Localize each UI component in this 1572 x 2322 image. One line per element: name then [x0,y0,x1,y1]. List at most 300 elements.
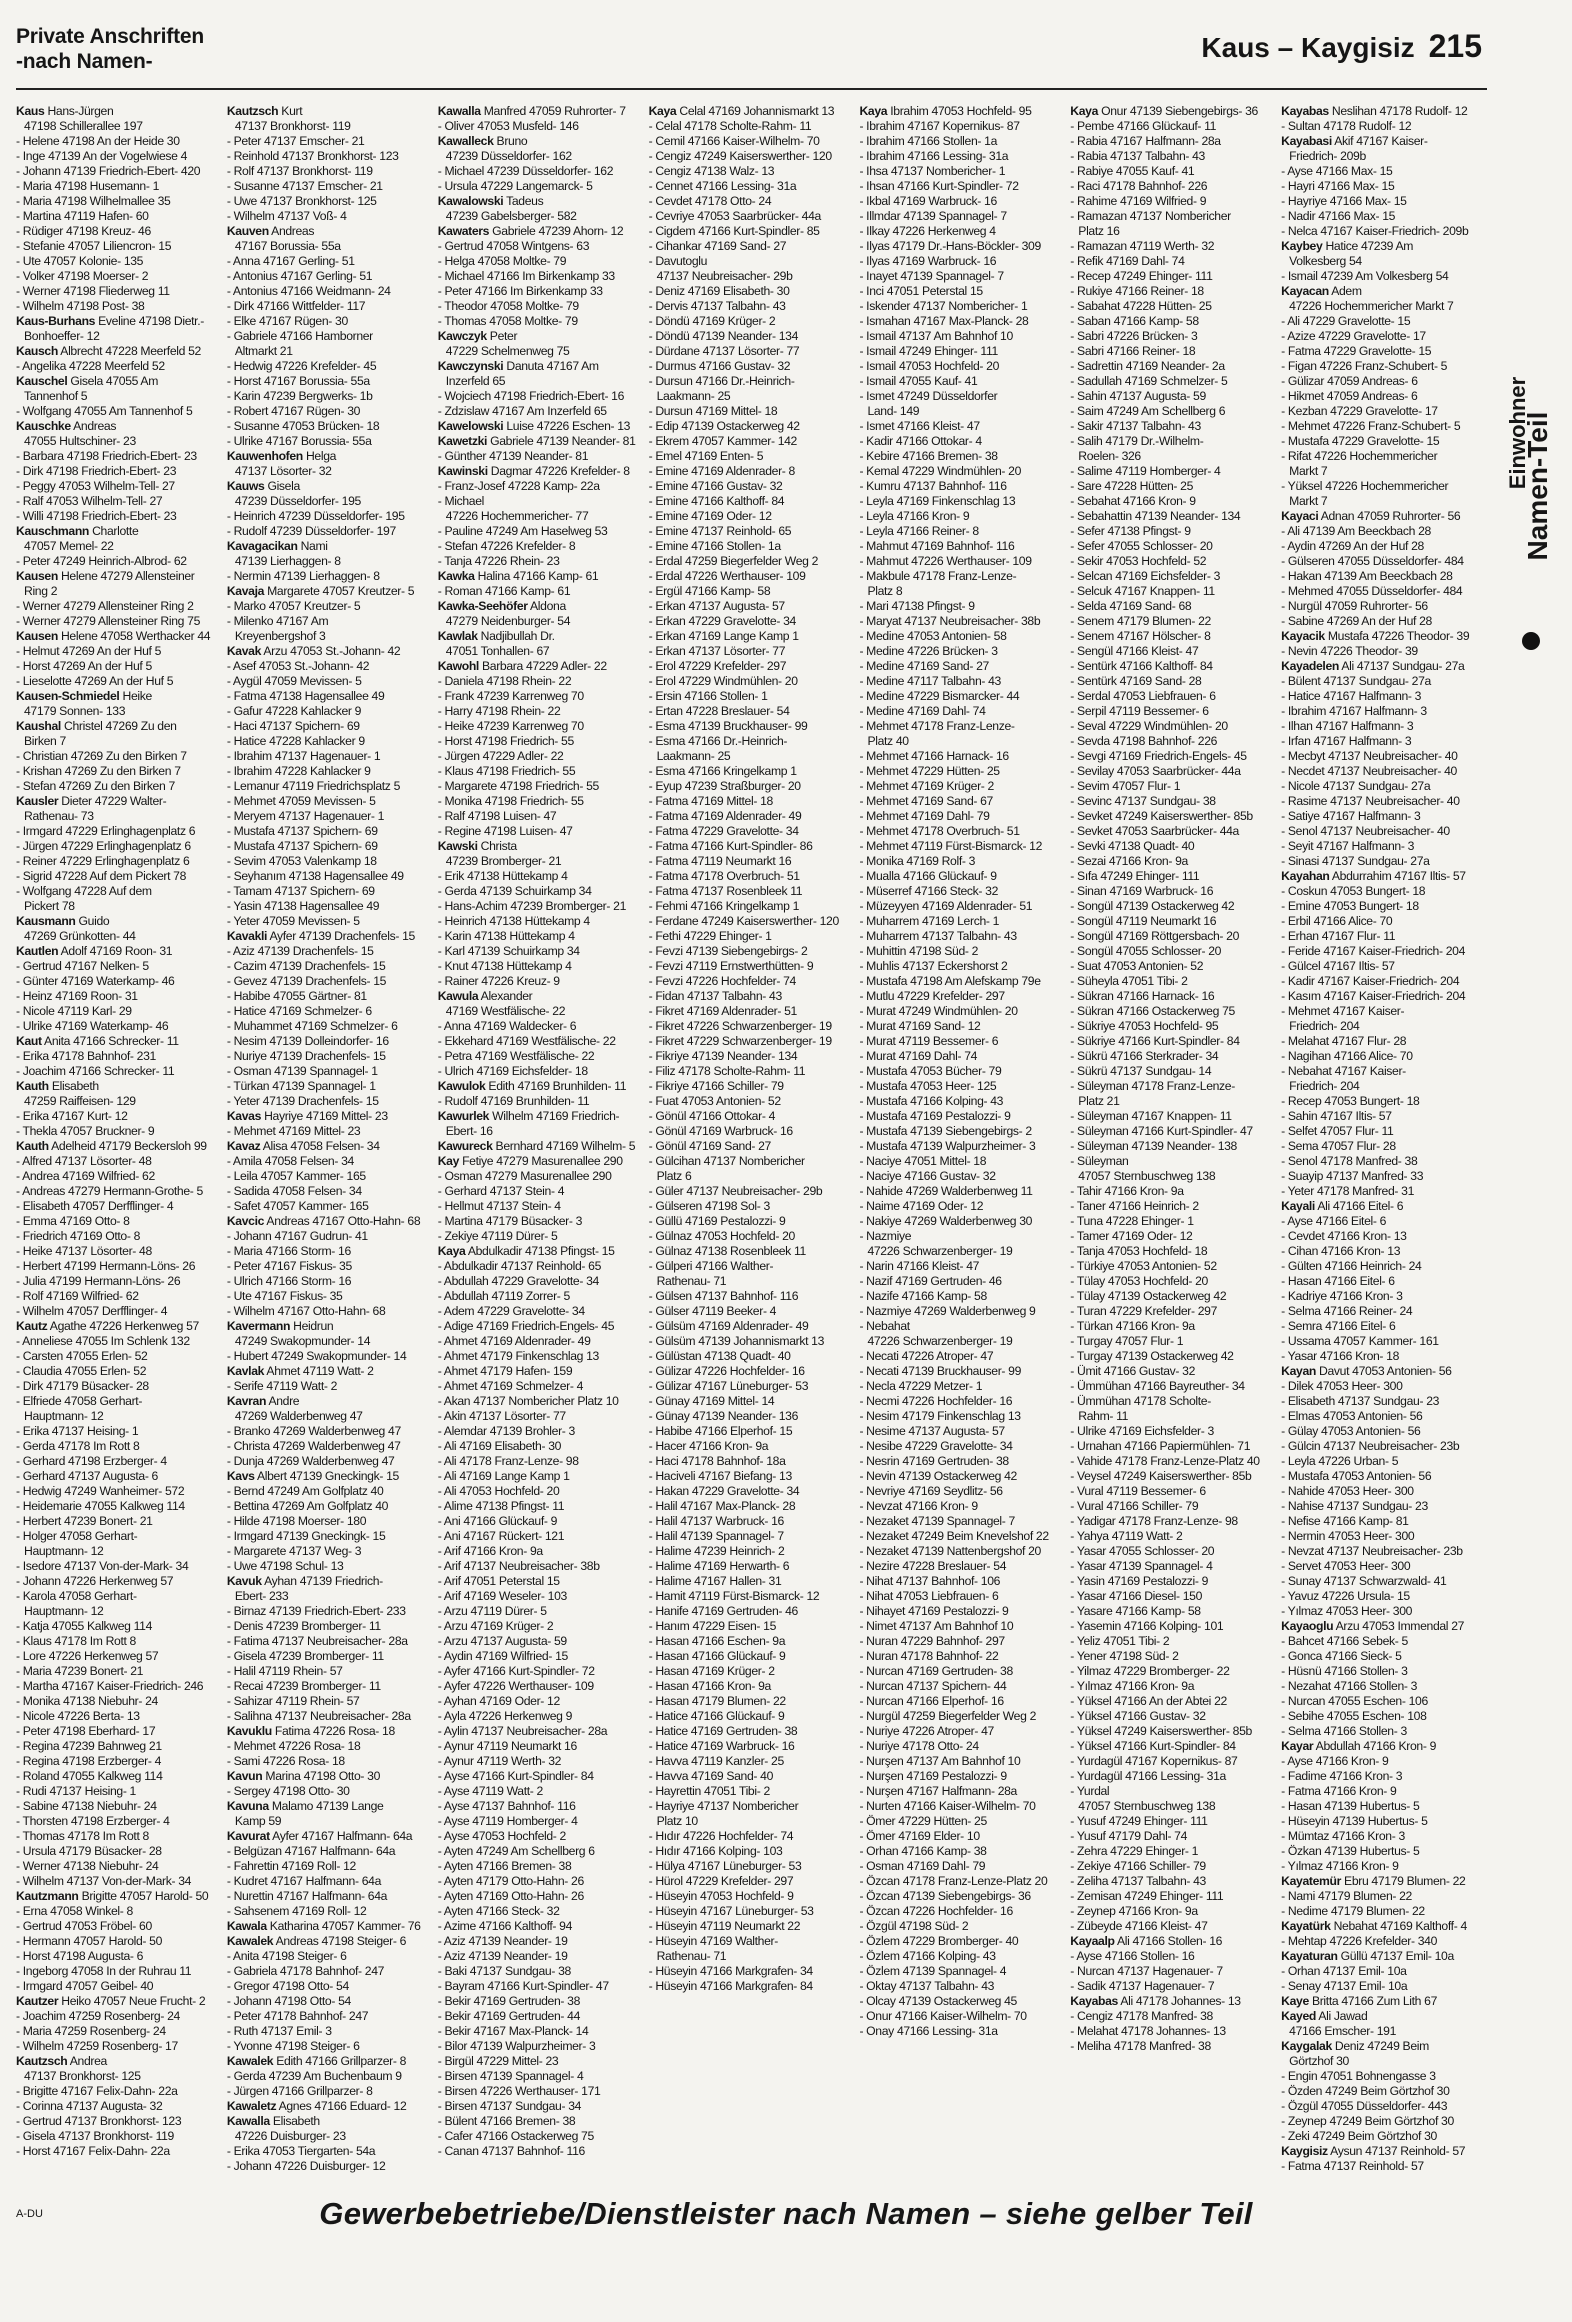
listing-entry: - Mehmet 47059 Mevissen- 5 [226,794,376,808]
listing-entry: - Ahmet 47179 Finkenschlag 13 [437,1349,599,1363]
listing-entry-surname: Kayar Abdullah 47166 Kron- 9 [1281,1739,1437,1753]
listing-entry: - Gönül 47169 Sand- 27 [648,1139,771,1153]
listing-entry: - Fikriye 47166 Schiller- 79 [648,1079,784,1093]
listing-entry: - Fatma 47138 Hagensallee 49 [226,689,385,703]
listing-entry: - Vahide 47178 Franz-Lenze-Platz 40 [1070,1454,1260,1468]
listing-entry: - Raci 47178 Bahnhof- 226 [1070,179,1208,193]
listing-entry: - Mehmet 47178 Overbruch- 51 [859,824,1020,838]
listing-entry: - Anneliese 47055 Im Schlenk 132 [16,1334,190,1348]
listing-entry: - Mustafa 47229 Gravelotte- 15 [1281,434,1440,448]
listing-entry: - Sadrettin 47169 Neander- 2a [1070,359,1225,373]
listing-entry-surname: Kaya Ibrahim 47053 Hochfeld- 95 [859,104,1032,118]
surname: Kavran [226,1394,267,1408]
listing-entry: - Isedore 47137 Von-der-Mark- 34 [16,1559,189,1573]
listing-entry: - Orhan 47137 Emil- 10a [1281,1964,1407,1978]
listing-entry: - Stefan 47269 Zu den Birken 7 [16,779,175,793]
listing-entry: - Ayfer 47166 Kurt-Spindler- 72 [437,1664,595,1678]
listing-entry: - Nihat 47053 Liebfrauen- 6 [859,1589,999,1603]
listing-entry: - Ingeborg 47058 In der Ruhrau 11 [16,1964,192,1978]
listing-entry: - Michael 47166 Im Birkenkamp 33 [437,269,615,283]
listing-entry: - Habibe 47055 Gärtner- 81 [226,989,367,1003]
listing-entry: - Corinna 47137 Augusta- 32 [16,2099,163,2113]
side-tab [1498,240,1558,660]
listing-entry: - Hürol 47229 Krefelder- 297 [648,1874,794,1888]
listing-entry: - Baki 47137 Sundgau- 38 [437,1964,571,1978]
listing-entry: - Ursula 47179 Büsacker- 28 [16,1844,162,1858]
listing-entry: - Yüksel 47166 An der Abtei 22 [1070,1694,1227,1708]
listing-entry: Platz 40 [867,734,909,748]
listing-entry: - Habibe 47166 Elperhof- 15 [648,1424,793,1438]
listing-entry: 47226 Schwarzenberger- 19 [867,1334,1013,1348]
listing-entry: - Ihsan 47166 Kurt-Spindler- 72 [859,179,1019,193]
listing-entry: - Ömer 47229 Hütten- 25 [859,1814,987,1828]
listing-entry-surname: Kawala Katharina 47057 Kammer- 76 [226,1919,421,1933]
listing-entry: - Ulrike 47169 Waterkamp- 46 [16,1019,169,1033]
listing-entry: - Arif 47166 Kron- 9a [437,1544,543,1558]
listing-entry: - Ferdane 47249 Kaiserswerther- 120 [648,914,839,928]
listing-entry: - Ute 47167 Fiskus- 35 [226,1289,343,1303]
listing-entry-surname: Kawureck Bernhard 47169 Wilhelm- 5 [437,1139,636,1153]
listing-entry: - Gregor 47198 Otto- 54 [226,1979,349,1993]
listing-entry: - Nezire 47228 Breslauer- 54 [859,1559,1007,1573]
listing-entry: - Fethi 47229 Ehinger- 1 [648,929,772,943]
listing-entry: - Elisabeth 47057 Derfflinger- 4 [16,1199,174,1213]
listing-entry: - Abdullah 47229 Gravelotte- 34 [437,1274,599,1288]
listing-entry: 47167 Borussia- 55a [234,239,341,253]
surname: Kaygisiz [1281,2144,1328,2158]
listing-entry: - Yılmaz 47166 Kron- 9a [1070,1679,1195,1693]
listing-entry: - Dirk 47179 Büsacker- 28 [16,1379,149,1393]
surname: Kautlen [16,944,59,958]
listing-entry: - Necla 47229 Metzer- 1 [859,1379,983,1393]
listing-entry: - Adige 47169 Friedrich-Engels- 45 [437,1319,615,1333]
surname: Kawurlek [437,1109,490,1123]
listing-entry: - Fatma 47229 Gravelotte- 15 [1281,344,1432,358]
listing-entry: - Kezban 47229 Gravelotte- 17 [1281,404,1438,418]
listing-entry: - Stefanie 47057 Liliencron- 15 [16,239,172,253]
listing-entry-surname: Kaus-Burhans Eveline 47198 Dietr.- [16,314,204,328]
listing-entry-surname: Kayed Ali Jawad [1281,2009,1368,2023]
listing-entry: - Gerda 47239 Am Buchenbaum 9 [226,2069,402,2083]
listing-entry: - Monika 47198 Friedrich- 55 [437,794,584,808]
listing-entry: - Naciye 47051 Mittel- 18 [859,1154,987,1168]
surname: Kavcic [226,1214,265,1228]
listing-entry: - Regina 47239 Bahnweg 21 [16,1739,162,1753]
listing-entry: - Inci 47051 Peterstal 15 [859,284,983,298]
listing-entry: - Mehmet 47169 Krüger- 2 [859,779,994,793]
listing-entry: - Sigrid 47228 Auf dem Pickert 78 [16,869,187,883]
listing-entry: - Sevki 47138 Quadt- 40 [1070,839,1195,853]
listing-entry: - Fatma 47229 Gravelotte- 34 [648,824,799,838]
listing-entry: 47166 Emscher- 191 [1289,2024,1396,2038]
listing-entry: - Uwe 47198 Schul- 13 [226,1559,344,1573]
listing-entry: - Sevinc 47137 Sundgau- 38 [1070,794,1216,808]
listing-entry: 47198 Schillerallee 197 [24,119,143,133]
listing-entry: - Helga 47058 Moltke- 79 [437,254,567,268]
listing-entry: - Bülent 47137 Sundgau- 27a [1281,674,1431,688]
listing-entry: - Hıdır 47166 Kolping- 103 [648,1844,783,1858]
listing-entry-surname: Kawczynski Danuta 47167 Am [437,359,599,373]
listing-entry: - Karl 47139 Schuirkamp 34 [437,944,580,958]
listing-entry: - Rabia 47137 Talbahn- 43 [1070,149,1205,163]
listing-entry: - Martina 47119 Hafen- 60 [16,209,149,223]
listing-entry: - Ulrich 47169 Eichsfelder- 18 [437,1064,588,1078]
listing-entry: - Cengiz 47138 Walz- 13 [648,164,775,178]
listing-entry: - Hayriye 47137 Nombericher [648,1799,799,1813]
surname: Kawczynski [437,359,504,373]
listing-entry: - Vural 47166 Schiller- 79 [1070,1499,1199,1513]
listing-entry: - Zeynep 47166 Kron- 9a [1070,1904,1198,1918]
listing-entry: 47259 Raiffeisen- 129 [24,1094,136,1108]
listing-entry: - Rolf 47137 Bronkhorst- 119 [226,164,373,178]
listing-entry: - Hüseyin 47169 Walther- [648,1934,778,1948]
listing-entry: - Susanne 47137 Emscher- 21 [226,179,383,193]
surname: Kaya [648,104,677,118]
listing-entry: - Günay 47169 Mittel- 14 [648,1394,775,1408]
listing-entry: - Peter 47198 Eberhard- 17 [16,1724,156,1738]
listing-entry: - Aynur 47119 Neumarkt 16 [437,1739,577,1753]
listing-entry: - Özlem 47229 Bromberger- 40 [859,1934,1019,1948]
listing-entry: - Abdullah 47119 Zorrer- 5 [437,1289,570,1303]
listing-entry: - Yasar 47166 Kron- 18 [1281,1349,1400,1363]
listing-entry: - Klaus 47198 Friedrich- 55 [437,764,576,778]
listing-entry: - Hedwig 47249 Wanheimer- 572 [16,1484,185,1498]
listing-entry: - Hasan 47166 Kron- 9a [648,1679,771,1693]
listing-entry: - Anita 47198 Steiger- 6 [226,1949,347,1963]
listing-entry: - Hacer 47166 Kron- 9a [648,1439,769,1453]
listing-entry: - Bahcet 47166 Sebek- 5 [1281,1634,1408,1648]
listing-entry-surname: Kautzsch Andrea [16,2054,107,2068]
listing-entry: - Aynur 47119 Werth- 32 [437,1754,562,1768]
listing-entry: - Recai 47239 Bromberger- 11 [226,1679,381,1693]
listing-entry: - Eyup 47239 Straßburger- 20 [648,779,801,793]
listing-entry: - Aziz 47139 Neander- 19 [437,1949,568,1963]
listing-entry: - Ani 47166 Glückauf- 9 [437,1514,558,1528]
listing-entry: - Sinasi 47137 Sundgau- 27a [1281,854,1430,868]
listing-entry: - Nurşen 47169 Pestalozzi- 9 [859,1769,1007,1783]
listing-entry: - Horst 47167 Borussia- 55a [226,374,370,388]
listing-entry: - Serdal 47053 Liebfrauen- 6 [1070,689,1216,703]
listing-entry: 47057 Memel- 22 [24,539,114,553]
listing-entry: - Deniz 47169 Elisabeth- 30 [648,284,790,298]
surname: Kausen [16,569,58,583]
listing-entry: - Orhan 47166 Kamp- 38 [859,1844,987,1858]
listing-entry: - Medine 47229 Bismarcker- 44 [859,689,1020,703]
listing-entry: - Nurten 47166 Kaiser-Wilhelm- 70 [859,1799,1036,1813]
listing-entry: - Ramazan 47119 Werth- 32 [1070,239,1215,253]
page-number: 215 [1428,28,1482,64]
listing-entry: - Süleyman 47166 Kurt-Spindler- 47 [1070,1124,1253,1138]
listing-entry: - Gertrud 47137 Bronkhorst- 123 [16,2114,182,2128]
listing-entry: - Irmgard 47057 Geibel- 40 [16,1979,154,1993]
listing-entry-surname: Kayaci Adnan 47059 Ruhrorter- 56 [1281,509,1461,523]
surname: Kavak [226,644,262,658]
listing-entry: - Nurgül 47259 Biegerfelder Weg 2 [859,1709,1037,1723]
listing-entry: - Sahizar 47119 Rhein- 57 [226,1694,360,1708]
listing-entry: - Nicole 47119 Karl- 29 [16,1004,132,1018]
surname: Kayaturan [1281,1949,1338,1963]
listing-entry: - Inayet 47139 Spannagel- 7 [859,269,1004,283]
listing-entry: - Birsen 47137 Sundgau- 34 [437,2099,582,2113]
listing-entry: - Sükran 47166 Harnack- 16 [1070,989,1215,1003]
listing-entry: - Günter 47169 Waterkamp- 46 [16,974,175,988]
listing-entry: - Durmus 47166 Gustav- 32 [648,359,791,373]
listing-entry: - Günay 47139 Neander- 136 [648,1409,799,1423]
listing-entry: - Nermin 47053 Heer- 300 [1281,1529,1415,1543]
listing-entry: - Ismahan 47167 Max-Planck- 28 [859,314,1029,328]
listing-entry: - Denis 47239 Bromberger- 11 [226,1619,381,1633]
listing-entry-surname: Kayacik Mustafa 47226 Theodor- 39 [1281,629,1470,643]
listing-entry: - Milenko 47167 Am [226,614,329,628]
listing-entry: - Aziz 47139 Neander- 19 [437,1934,568,1948]
listing-entry: - Hamit 47119 Fürst-Bismarck- 12 [648,1589,820,1603]
listing-entry: - Gabriele 47166 Hamborner [226,329,373,343]
listing-entry: - Yasar 47139 Spannagel- 4 [1070,1559,1213,1573]
listing-entry: - Ismet 47166 Kleist- 47 [859,419,980,433]
surname: Kauws [226,479,265,493]
listing-entry: - Brigitte 47167 Felix-Dahn- 22a [16,2084,178,2098]
listing-entry: - Gülseren 47198 Sol- 3 [648,1199,770,1213]
listing-entry: - Gülperi 47166 Walther- [648,1259,774,1273]
listing-entry: 47226 Hochemmericher- 77 [445,509,589,523]
surname: Kayabas [1281,104,1329,118]
listing-entry: - Horst 47198 Augusta- 6 [16,1949,144,1963]
listing-entry: - Claudia 47055 Erlen- 52 [16,1364,147,1378]
listing-entry: - Seyit 47167 Halfmann- 3 [1281,839,1414,853]
listing-entry: - Erna 47058 Winkel- 8 [16,1904,133,1918]
surname: Kawelowski [437,419,504,433]
listing-entry: - Hayriye 47166 Max- 15 [1281,194,1407,208]
listing-entry: - Hatice 47166 Glückauf- 9 [648,1709,785,1723]
listing-entry: - Hakan 47139 Am Beeckbach 28 [1281,569,1453,583]
listing-entry: - Ralf 47053 Wilhelm-Tell- 27 [16,494,163,508]
listing-entry: - Asef 47053 St.-Johann- 42 [226,659,370,673]
listing-entry: - Fatma 47166 Kurt-Spindler- 86 [648,839,813,853]
listing-entry: - Emine 47169 Oder- 12 [648,509,772,523]
listing-entry-surname: Kawalek Edith 47166 Grillparzer- 8 [226,2054,407,2068]
listing-entry: - Mehmet 47169 Sand- 67 [859,794,993,808]
listing-entry: - Nurcan 47166 Elperhof- 16 [859,1694,1004,1708]
listing-entry: Platz 16 [1078,224,1120,238]
listing-entry: - Cafer 47166 Ostackerweg 75 [437,2129,594,2143]
listing-entry: - Sükran 47166 Ostackerweg 75 [1070,1004,1235,1018]
listing-entry: - Birgül 47229 Mittel- 23 [437,2054,559,2068]
listing-entry: Friedrich- 209b [1289,149,1366,163]
surname: Kautzmann [16,1889,79,1903]
listing-entry: - Fevzi 47119 Ernstwerthütten- 9 [648,959,814,973]
listing-entry: - Özcan 47178 Franz-Lenze-Platz 20 [859,1874,1048,1888]
listing-entry: - Zehra 47229 Ehinger- 1 [1070,1844,1199,1858]
listing-entry: - Ikbal 47169 Warbruck- 16 [859,194,997,208]
listing-entry: - Daniela 47198 Rhein- 22 [437,674,572,688]
listing-entry: - Ismet 47249 Düsseldorfer [859,389,998,403]
listing-entry: Ebert- 233 [234,1589,289,1603]
listing-entry: - Leila 47057 Kammer- 165 [226,1169,366,1183]
listing-entry: - Hanife 47169 Gertruden- 46 [648,1604,798,1618]
listing-entry: - Ayse 47119 Watt- 2 [437,1784,543,1798]
listing-entry: - Ahmet 47169 Schmelzer- 4 [437,1379,584,1393]
listing-entry: - Recep 47053 Bungert- 18 [1281,1094,1420,1108]
listing-entry: - Nevzat 47166 Kron- 9 [859,1499,978,1513]
listing-entry: - Ali 47169 Elisabeth- 30 [437,1439,562,1453]
surname: Kayabasi [1281,134,1332,148]
listing-entry: - Tamer 47169 Oder- 12 [1070,1229,1193,1243]
listing-entry: - Peter 47166 Im Birkenkamp 33 [437,284,603,298]
listing-entry: - Katja 47055 Kalkweg 114 [16,1619,153,1633]
listing-entry: - Filiz 47178 Scholte-Rahm- 11 [648,1064,806,1078]
listing-entry: - Hasan 47139 Hubertus- 5 [1281,1799,1420,1813]
listing-entry: - Heidemarie 47055 Kalkweg 114 [16,1499,185,1513]
listing-entry: - Nedime 47179 Blumen- 22 [1281,1904,1425,1918]
listing-entry: - Halil 47139 Spannagel- 7 [648,1529,784,1543]
listing-entry: - Regina 47198 Erzberger- 4 [16,1754,162,1768]
listing-entry-surname: Kauth Elisabeth [16,1079,99,1093]
listing-entry: - Gülsüm 47169 Aldenrader- 49 [648,1319,809,1333]
listing-entry: - Martha 47167 Kaiser-Friedrich- 246 [16,1679,204,1693]
listing-entry: - Kadriye 47166 Kron- 3 [1281,1289,1403,1303]
bullet-dot-icon [1522,632,1540,650]
listing-entry: - Fatma 47178 Overbruch- 51 [648,869,800,883]
listing-entry-surname: Kauwenhofen Helga [226,449,337,463]
listing-entry: - Ayse 47137 Bahnhof- 116 [437,1799,576,1813]
listing-entry: - Selma 47166 Reiner- 24 [1281,1304,1413,1318]
listing-entry: - Özden 47249 Beim Görtzhof 30 [1281,2084,1450,2098]
listing-entry: - Yüksel 47226 Hochemmericher [1281,479,1449,493]
listing-entry: - Ertan 47228 Breslauer- 54 [648,704,790,718]
listing-entry: - Erdal 47259 Biegerfelder Weg 2 [648,554,819,568]
listing-entry-surname: Kawczyk Peter [437,329,518,343]
listing-entry: - Tuna 47228 Ehinger- 1 [1070,1214,1194,1228]
listing-entry-surname: Kaus Hans-Jürgen [16,104,114,118]
listing-entry: - Ayse 47166 Max- 15 [1281,164,1393,178]
listing-entry: - Sabri 47166 Reiner- 18 [1070,344,1196,358]
surname: Kautz [16,1319,48,1333]
listing-entry: - Mustafa 47169 Pestalozzi- 9 [859,1109,1011,1123]
listing-entry: - Werner 47279 Allensteiner Ring 75 [16,614,200,628]
listing-entry: - Sevim 47053 Valenkamp 18 [226,854,377,868]
listing-entry: - Ilkay 47226 Herkenweg 4 [859,224,996,238]
surname: Kayan [1281,1364,1316,1378]
listing-entry: - Kemal 47229 Windmühlen- 20 [859,464,1022,478]
listing-entry: - Nelca 47167 Kaiser-Friedrich- 209b [1281,224,1469,238]
listing-entry: - Onay 47166 Lessing- 31a [859,2024,998,2038]
surname: Kaus-Burhans [16,314,96,328]
listing-entry-surname: Kausen Helene 47279 Allensteiner [16,569,195,583]
listing-entry: - Yurdal [1070,1784,1110,1798]
listing-entry: - Volker 47198 Moerser- 2 [16,269,149,283]
listing-entry: - Thomas 47178 Im Rott 8 [16,1829,149,1843]
listing-entry: - Engin 47051 Bohnengasse 3 [1281,2069,1436,2083]
surname: Kayacan [1281,284,1329,298]
listing-entry: - Hedwig 47226 Krefelder- 45 [226,359,377,373]
listing-entry: - Nazif 47169 Gertruden- 46 [859,1274,1002,1288]
listing-entry: - Necdet 47137 Neubreisacher- 40 [1281,764,1457,778]
listing-entry: - Murat 47249 Windmühlen- 20 [859,1004,1018,1018]
listing-entry: - Fatma 47137 Reinhold- 57 [1281,2159,1424,2173]
listing-entry: - Ihsa 47137 Nombericher- 1 [859,164,1006,178]
listing-entry: - Cevdet 47178 Otto- 24 [648,194,772,208]
listing-entry: - Nezaket 47139 Nattenbergshof 20 [859,1544,1041,1558]
listing-entry: - Nebahat [859,1319,910,1333]
listing-entry: - Peter 47167 Fiskus- 35 [226,1259,352,1273]
surname: Kay [437,1154,460,1168]
listing-entry: - Mehmet 47167 Kaiser- [1281,1004,1405,1018]
listing-column [438,104,643,2174]
listing-entry: - Murat 47119 Bessemer- 6 [859,1034,999,1048]
listing-entry: - Yılmaz 47053 Heer- 300 [1281,1604,1413,1618]
listing-entry: - Wolfgang 47228 Auf dem [16,884,152,898]
listing-entry: - Ali 47178 Franz-Lenze- 98 [437,1454,579,1468]
listing-entry: - Ismail 47053 Hochfeld- 20 [859,359,1000,373]
listing-entry-surname: Kavagacikan Nami [226,539,328,553]
listing-entry: - Azize 47229 Gravelotte- 17 [1281,329,1426,343]
listing-entry: - Sevilay 47053 Saarbrücker- 44a [1070,764,1241,778]
listing-entry: - Ümmühan 47166 Bayreuther- 34 [1070,1379,1245,1393]
surname: Kautzsch [226,104,279,118]
listing-entry: - Nevzat 47137 Neubreisacher- 23b [1281,1544,1463,1558]
surname: Kawalek [226,2054,274,2068]
listing-entry: - Gülcihan 47137 Nombericher [648,1154,805,1168]
listing-entry: - Gerhard 47137 Stein- 4 [437,1184,565,1198]
listing-entry: - Nezaket 47249 Beim Knevelshof 22 [859,1529,1049,1543]
listing-entry: - Muharrem 47169 Lerch- 1 [859,914,1000,928]
listing-entry: - Zeynep 47249 Beim Görtzhof 30 [1281,2114,1454,2128]
surname: Kauth [16,1079,49,1093]
listing-entry: - Emine 47137 Reinhold- 65 [648,524,792,538]
surname: Kaybey [1281,239,1323,253]
listing-entry: - Zekiye 47166 Schiller- 79 [1070,1859,1206,1873]
listing-entry: - Esma 47166 Kringelkamp 1 [648,764,797,778]
listing-entry: - Johann 47139 Friedrich-Ebert- 420 [16,164,201,178]
listing-entry: - Kudret 47167 Halfmann- 64a [226,1874,382,1888]
surname: Kausler [16,794,59,808]
listing-entry: - Fidan 47137 Talbahn- 43 [648,989,782,1003]
listing-entry: - Aziz 47139 Drachenfels- 15 [226,944,374,958]
listing-entry: - Nicole 47226 Berta- 13 [16,1709,140,1723]
surname: Kawalowski [437,194,504,208]
listing-entry-surname: Kayatemür Ebru 47179 Blumen- 22 [1281,1874,1466,1888]
listing-entry: - Selma 47166 Stollen- 3 [1281,1724,1407,1738]
listing-entry: - Marko 47057 Kreutzer- 5 [226,599,361,613]
listing-entry: - Cengiz 47178 Manfred- 38 [1070,2009,1213,2023]
listing-entry-surname: Kawalowski Tadeus [437,194,544,208]
surname: Kawka-Seehöfer [437,599,528,613]
listing-entry: - Halil 47167 Max-Planck- 28 [648,1499,796,1513]
listing-entry: - Yüksel 47249 Kaiserswerther- 85b [1070,1724,1252,1738]
listing-column [227,104,432,2174]
listing-entry: - Ulrich 47166 Storm- 16 [226,1274,352,1288]
listing-entry: - Nurgül 47059 Ruhrorter- 56 [1281,599,1428,613]
listing-entry: - Özgül 47055 Düsseldorfer- 443 [1281,2099,1448,2113]
surname: Kavlak [226,1364,265,1378]
listing-entry: - Rudolf 47239 Düsseldorfer- 197 [226,524,396,538]
listing-entry: - Inge 47139 An der Vogelwiese 4 [16,149,188,163]
surname: Kayahan [1281,869,1330,883]
listing-entry: - Gabriela 47178 Bahnhof- 247 [226,1964,385,1978]
listing-entry: - Gülüstan 47138 Quadt- 40 [648,1349,791,1363]
listing-entry: - Iskender 47137 Nombericher- 1 [859,299,1028,313]
listing-entry: 47239 Bromberger- 21 [445,854,562,868]
listing-entry: 47239 Gabelsberger- 582 [445,209,577,223]
listing-entry: - Sabine 47138 Niebuhr- 24 [16,1799,157,1813]
listing-entry: - Nurcan 47137 Hagenauer- 7 [1070,1964,1223,1978]
listing-entry: - Yeter 47178 Manfred- 31 [1281,1184,1415,1198]
listing-entry: 47249 Swakopmunder- 14 [234,1334,371,1348]
listing-entry: - Günther 47139 Neander- 81 [437,449,589,463]
listing-entry: Rathenau- 71 [656,1949,727,1963]
listing-entry: 47269 Walderbenweg 47 [234,1409,363,1423]
listing-entry: - Barbara 47198 Friedrich-Ebert- 23 [16,449,197,463]
